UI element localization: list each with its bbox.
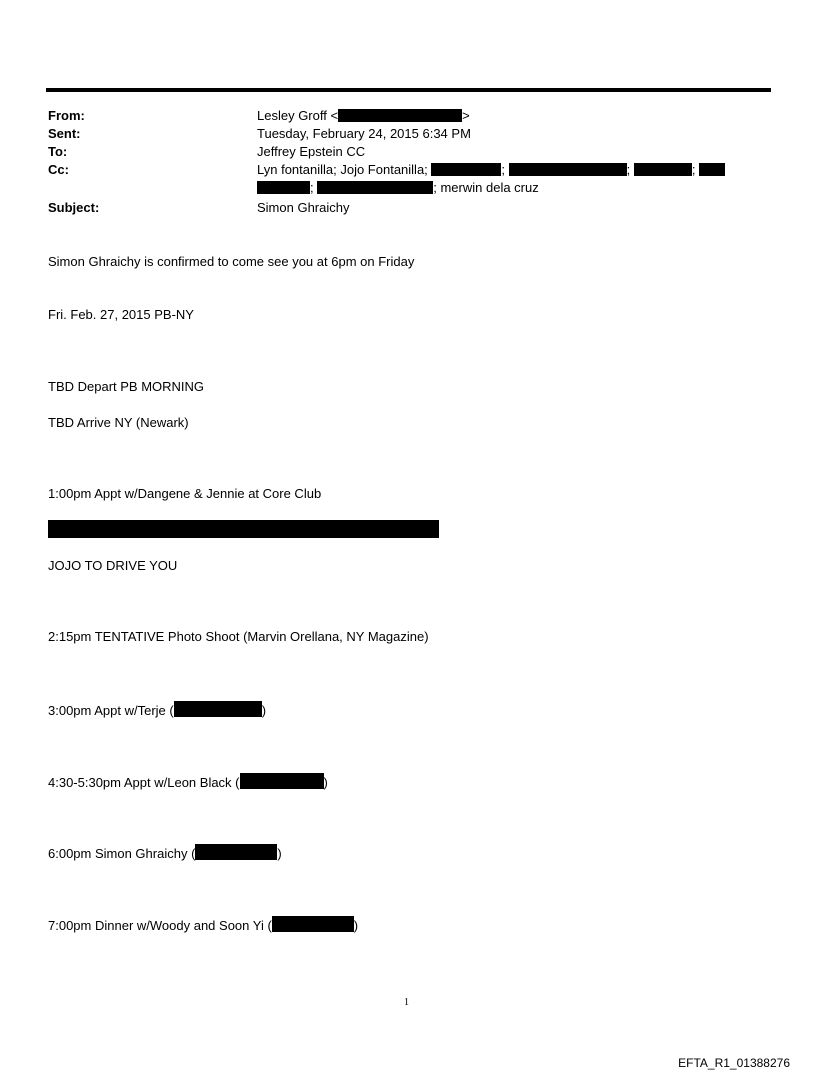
redaction-box xyxy=(240,773,324,789)
header-rule xyxy=(46,88,771,92)
body-appt-core-club: 1:00pm Appt w/Dangene & Jennie at Core Club xyxy=(48,486,322,501)
body-redacted-line xyxy=(48,520,439,540)
body-arrive: TBD Arrive NY (Newark) xyxy=(48,415,189,430)
page-number: 1 xyxy=(404,997,409,1008)
appt-leon-text: 4:30-5:30pm Appt w/Leon Black ( xyxy=(48,775,240,790)
appt-terje-text: 3:00pm Appt w/Terje ( xyxy=(48,703,174,718)
body-appt-terje xyxy=(48,701,266,719)
to-value: Jeffrey Epstein CC xyxy=(257,144,366,159)
body-depart: TBD Depart PB MORNING xyxy=(48,379,205,394)
cc-line-2 xyxy=(257,180,539,196)
redaction-box xyxy=(699,163,725,176)
redaction-box xyxy=(174,701,262,717)
cc-label: Cc: xyxy=(48,162,69,177)
body-driver: JOJO TO DRIVE YOU xyxy=(48,558,178,573)
body-simon-ghraichy xyxy=(48,844,282,862)
from-name: Lesley Groff < xyxy=(257,108,339,123)
subject-label: Subject: xyxy=(48,200,100,215)
body-date-line: Fri. Feb. 27, 2015 PB-NY xyxy=(48,307,194,322)
bates-number: EFTA_R1_01388276 xyxy=(678,1056,790,1070)
redaction-box xyxy=(257,181,310,194)
body-confirmation: Simon Ghraichy is confirmed to come see you at 6pm on Friday xyxy=(48,254,415,269)
close-paren: ) xyxy=(353,918,359,933)
redaction-box xyxy=(48,520,439,538)
body-dinner xyxy=(48,916,358,934)
close-paren: ) xyxy=(261,703,267,718)
from-end: > xyxy=(462,108,470,123)
appt-simon-text: 6:00pm Simon Ghraichy ( xyxy=(48,846,196,861)
cc-separator: ; xyxy=(310,180,314,195)
redaction-box xyxy=(195,844,277,860)
redaction-box xyxy=(431,163,501,176)
redaction-box xyxy=(317,181,433,194)
cc-names: Lyn fontanilla; Jojo Fontanilla; xyxy=(257,162,428,177)
cc-separator: ; xyxy=(626,162,631,177)
redaction-box xyxy=(272,916,354,932)
sent-label: Sent: xyxy=(48,126,81,141)
body-photo-shoot: 2:15pm TENTATIVE Photo Shoot (Marvin Orellana, NY Magazine) xyxy=(48,629,429,644)
from-label: From: xyxy=(48,108,85,123)
from-value xyxy=(257,108,470,124)
redaction-box xyxy=(509,163,627,176)
cc-separator: ; xyxy=(691,162,696,177)
dinner-text: 7:00pm Dinner w/Woody and Soon Yi ( xyxy=(48,918,272,933)
close-paren: ) xyxy=(277,846,282,861)
sent-value: Tuesday, February 24, 2015 6:34 PM xyxy=(257,126,471,141)
to-label: To: xyxy=(48,144,68,159)
close-paren: ) xyxy=(323,775,328,790)
redaction-box xyxy=(338,109,462,122)
cc-tail: ; merwin dela cruz xyxy=(433,180,539,195)
body-appt-leon-black xyxy=(48,773,328,791)
redaction-box xyxy=(634,163,692,176)
cc-separator: ; xyxy=(501,162,506,177)
subject-value: Simon Ghraichy xyxy=(257,200,350,215)
cc-line-1 xyxy=(257,162,725,178)
